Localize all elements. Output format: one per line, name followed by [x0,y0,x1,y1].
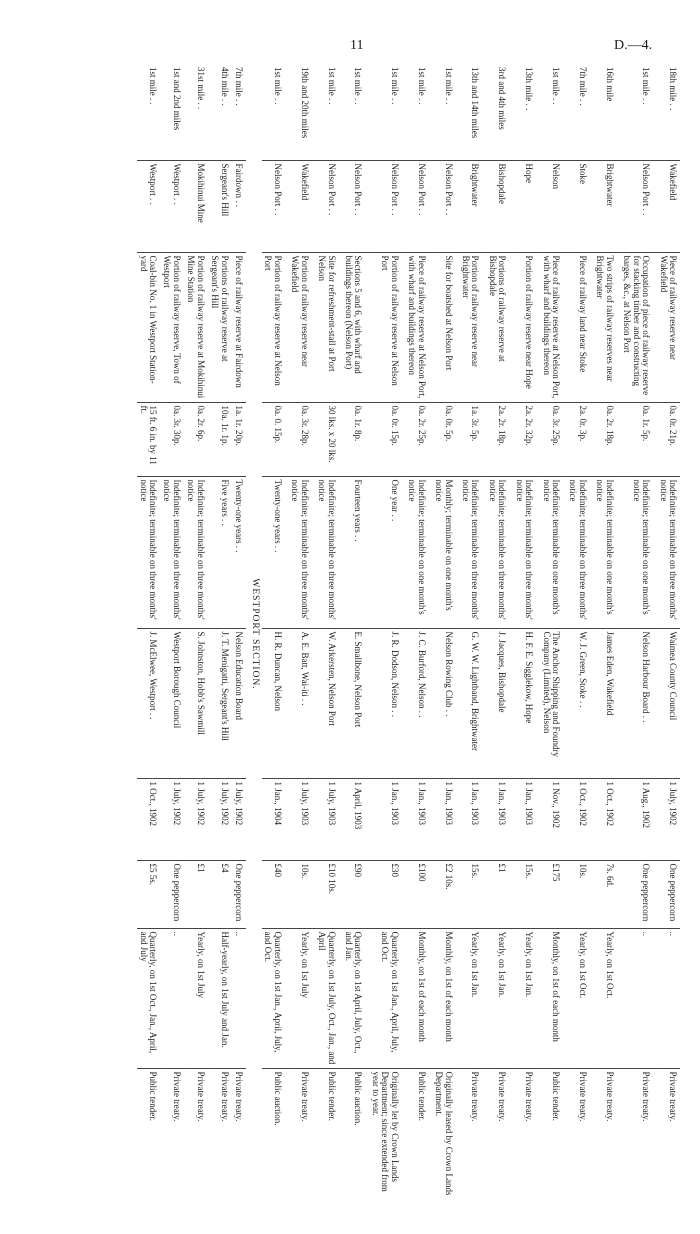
cell-description: Sections 5 and 6, with wharf and buildings thereon (Nelson Port) [343,252,370,402]
cell-mileage: 3rd and 4th miles [497,67,508,130]
table-row [657,64,680,1204]
cell-lessee: J. R. Dodson, Nelson . . [370,628,406,778]
cell-how-let: Private treaty. [233,1068,246,1204]
cell-term: Indefinite; terminable on three months' notice [513,476,540,628]
cell-rent: £1 [486,860,513,928]
cell-mileage: 16th mile [604,67,615,102]
cell-station: Brightwater [594,160,621,252]
cell-rent: 15s. [513,860,540,928]
table-row [137,64,161,1204]
cell-description: Piece of railway land near Stoke [567,252,594,402]
cell-rent: £90 [343,860,370,928]
table-row [209,64,233,1204]
cell-mileage: 1st mile . . [641,67,652,105]
nelson-section-rows [262,64,680,1204]
cell-station: Nelson Port . . [262,160,289,252]
cell-payable: Half-yearly, on 1st July and Jan. [209,928,233,1068]
table-row [621,64,657,1204]
cell-rent: 15s. [460,860,487,928]
cell-date: 1 Oct., 1902 [567,778,594,860]
cell-description: Portion of railway reserve at Nelson Port [370,252,406,402]
cell-payable: Quarterly, on 1st April, July, Oct., and Jan. [343,928,370,1068]
cell-term: Indefinite; terminable on one month's notice [406,476,433,628]
cell-how-let: Private treaty. [161,1068,185,1204]
cell-lessee: The Anchor Shipping and Foundry Company (Limited), Nelson [540,628,567,778]
table-row [433,64,460,1204]
cell-how-let: Private treaty. [460,1068,487,1204]
cell-area: 0a. 2r. 18p. [594,402,621,476]
cell-how-let: Originally let by Crown Lands Department; since extended from year to year. [370,1068,406,1204]
cell-term: Five years . . [209,476,233,628]
cell-mileage: 1st mile . . [416,67,427,105]
table-row [233,64,246,1204]
cell-rent: One peppercorn [657,860,680,928]
cell-area: 10a. 1r. 1p. [209,402,233,476]
cell-lessee: H. F. E. Sigglekow, Hope [513,628,540,778]
table-row [486,64,513,1204]
cell-date: 1 July, 1902 [233,778,246,860]
cell-area: 0a. 0r. 21p. [657,402,680,476]
cell-rent: £40 [262,860,289,928]
table-row [262,64,289,1204]
cell-mileage: 1st and 2nd miles [171,67,182,131]
table-row [540,64,567,1204]
cell-station: Nelson Port . . [433,160,460,252]
cell-how-let: Private treaty. [621,1068,657,1204]
cell-lessee: H. R. Duncan, Nelson [262,628,289,778]
cell-mileage: 19th and 20th miles [299,67,310,139]
cell-mileage: 1st mile . . [389,67,400,105]
cell-payable: Yearly, on 1st Jan. [460,928,487,1068]
cell-term: One year . . [370,476,406,628]
cell-how-let: Originally leased by Crown Lands Department. [433,1068,460,1204]
cell-description: Portion of railway reserve at Mokihinui Mine Station [185,252,209,402]
cell-lessee: W. J. Green, Stoke . . [567,628,594,778]
sheet-code: D.—4. [614,38,653,53]
cell-date: 1 Oct., 1902 [137,778,161,860]
cell-how-let: Public tender. [406,1068,433,1204]
cell-date: 1 July, 1903 [289,778,316,860]
cell-rent: 10s. [567,860,594,928]
cell-mileage: 1st mile . . [147,67,158,105]
cell-term: Indefinite; terminable on one month's notice [621,476,657,628]
cell-payable: Monthly, on 1st of each month [433,928,460,1068]
cell-mileage: 13th and 14th miles [470,67,481,139]
cell-how-let: Public auction. [343,1068,370,1204]
cell-mileage: 7th mile . . [234,67,245,106]
cell-term: Twenty-one years . . [233,476,246,628]
cell-date: 1 Jan., 1903 [486,778,513,860]
cell-rent: One peppercorn [621,860,657,928]
cell-how-let: Private treaty. [567,1068,594,1204]
table-row [460,64,487,1204]
table-row [513,64,540,1204]
cell-date: 1 July, 1902 [161,778,185,860]
cell-how-let: Private treaty. [594,1068,621,1204]
cell-payable: Yearly, on 1st Jan. [486,928,513,1068]
cell-description: Site for refreshment-stall at Port Nelson [316,252,343,402]
cell-how-let: Public tender. [137,1068,161,1204]
cell-mileage: 1st mile . . [353,67,364,105]
cell-mileage: 1st mile . . [551,67,562,105]
cell-lessee: E. Smallbone, Nelson Port [343,628,370,778]
table-row [289,64,316,1204]
cell-station: Westport . . [161,160,185,252]
cell-mileage: 4th mile . . [219,67,230,106]
cell-how-let: Public tender. [316,1068,343,1204]
cell-date: 1 Jan., 1904 [262,778,289,860]
cell-mileage: 1st mile . . [443,67,454,105]
cell-rent: £30 [370,860,406,928]
cell-area: 0a. 3r. 30p. [161,402,185,476]
table-row [161,64,185,1204]
cell-payable: Yearly, on 1st Oct. [594,928,621,1068]
cell-rent: £4 [209,860,233,928]
cell-area: 0a. 1r. 5p. [621,402,657,476]
cell-payable: Monthly, on 1st of each month [406,928,433,1068]
cell-lessee: Nelson Rowing Club . . [433,628,460,778]
cell-term: Indefinite; terminable on three months' notice [185,476,209,628]
cell-description: Portion of railway reserve at Nelson Port [262,252,289,402]
cell-term: Fourteen years . . [343,476,370,628]
cell-date: 1 Jan., 1903 [433,778,460,860]
cell-date: 1 Jan., 1903 [460,778,487,860]
cell-rent: One peppercorn [161,860,185,928]
table-row [406,64,433,1204]
cell-rent: £1 [185,860,209,928]
cell-how-let: Public auction. [262,1068,289,1204]
cell-mileage: 1st mile . . [272,67,283,105]
cell-term: Indefinite; terminable on three months' notice [486,476,513,628]
cell-station: Hope [513,160,540,252]
cell-term: Indefinite; terminable on three months' notice [657,476,680,628]
cell-mileage: 7th mile . . [577,67,588,106]
cell-lessee: J. C. Burford, Nelson . . [406,628,433,778]
cell-area: 0a. 2r. 25p. [406,402,433,476]
cell-date: 1 Jan., 1903 [513,778,540,860]
cell-description: Piece of railway reserve near Wakefield [657,252,680,402]
cell-lessee: A. E. Batt, Wai-iti . . [289,628,316,778]
cell-station: Mokihinui Mine [185,160,209,252]
cell-payable: Quarterly, on 1st July, Oct., Jan., and April [316,928,343,1068]
cell-date: 1 July, 1903 [316,778,343,860]
cell-description: Portion of railway reserve, Town of Westport [161,252,185,402]
cell-description: Piece of railway reserve at Nelson Port, with wharf and buildings thereon [540,252,567,402]
cell-area: 1a. 1r. 20p. [233,402,246,476]
cell-rent: 10s. [289,860,316,928]
westport-section-heading [246,64,262,1204]
cell-station: Sergeant's Hill [209,160,233,252]
cell-station: Wakefield [657,160,680,252]
cell-mileage: 18th mile . . [668,67,678,111]
cell-payable: Yearly, on 1st Jan. [513,928,540,1068]
cell-station: Nelson Port . . [343,160,370,252]
cell-term: Indefinite; terminable on one month's notice [540,476,567,628]
cell-date: 1 Aug., 1902 [621,778,657,860]
cell-lessee: W. Arkersten, Nelson Port [316,628,343,778]
cell-area: 2a. 0r. 3p. [567,402,594,476]
cell-how-let: Public tender. [540,1068,567,1204]
cell-description: Portions of railway reserve at Bishopdale [486,252,513,402]
cell-area: 30 lks. x 20 lks. [316,402,343,476]
cell-lessee: Waimea County Council [657,628,680,778]
cell-description: Piece of railway reserve at Fairdown [233,252,246,402]
cell-area: 15 ft. 6 in. by 11 ft. [137,402,161,476]
cell-date: 1 Oct., 1902 [594,778,621,860]
westport-section-rows [137,64,246,1204]
table-row [370,64,406,1204]
cell-term: Monthly; terminable on one month's notice [433,476,460,628]
cell-how-let: Private treaty. [486,1068,513,1204]
cell-payable: Quarterly, on 1st Jan., April, July, and Oct. [262,928,289,1068]
cell-lessee: James Eden, Wakefield [594,628,621,778]
table-row [185,64,209,1204]
cell-area: 0a. 2r. 6p. [185,402,209,476]
cell-how-let: Private treaty. [513,1068,540,1204]
lease-table [137,64,680,1204]
table-row [594,64,621,1204]
cell-lessee: S. Johnston, Hobb's Sawmill [185,628,209,778]
cell-lessee: Nelson Education Board [233,628,246,778]
cell-payable: Yearly, on 1st July [289,928,316,1068]
cell-description: Portion of railway reserve near Brightwater [460,252,487,402]
cell-station: Bishopdale [486,160,513,252]
cell-date: 1 Nov., 1902 [540,778,567,860]
cell-area: 1a. 3r. 5p. [460,402,487,476]
cell-payable: Quarterly, on 1st Jan., April, July, and Oct. [370,928,406,1068]
cell-area: 0a. 0. 15p. [262,402,289,476]
cell-payable: Monthly, on 1st of each month [540,928,567,1068]
cell-mileage: 1st mile . . [326,67,337,105]
cell-term: Indefinite; terminable on three months' notice [316,476,343,628]
cell-area: 0a. 1r. 8p. [343,402,370,476]
cell-how-let: Private treaty. [289,1068,316,1204]
cell-area: 0a. 3r. 28p. [289,402,316,476]
cell-area: 0a. 3r. 25p. [540,402,567,476]
cell-description: Site for boatshed at Nelson Port [433,252,460,402]
cell-date: 1 July, 1902 [185,778,209,860]
cell-area: 0a. 0r. 15p. [370,402,406,476]
cell-term: Indefinite; terminable on three months' notice [567,476,594,628]
cell-term: Indefinite; terminable on three months' notice [460,476,487,628]
cell-term: Indefinite; terminable on three months' notice [137,476,161,628]
cell-lessee: Nelson Harbour Board . . [621,628,657,778]
cell-rent: £10 10s. [316,860,343,928]
cell-lessee: J. Jacques, Bishopdale [486,628,513,778]
cell-description: Portion of railway reserve near Wakefield [289,252,316,402]
cell-term: Indefinite; terminable on one month's notice [594,476,621,628]
cell-rent: One peppercorn [233,860,246,928]
cell-station: Nelson Port . . [406,160,433,252]
cell-payable: Quarterly, on 1st Oct., Jan., April, and July [137,928,161,1068]
cell-how-let: Private treaty. [657,1068,680,1204]
cell-area: 2a. 2r. 18p. [486,402,513,476]
cell-how-let: Private treaty. [185,1068,209,1204]
cell-date: 1 July, 1902 [209,778,233,860]
cell-payable: .. [621,928,657,1068]
cell-station: Wakefield [289,160,316,252]
cell-description: Coal-bin No. 1 in Westport Station-yard [137,252,161,402]
cell-area: 0a. 0r. 5p. [433,402,460,476]
cell-payable: .. [161,928,185,1068]
cell-rent: £5 5s. [137,860,161,928]
cell-date: 1 July, 1902 [657,778,680,860]
cell-station: Nelson Port . . [370,160,406,252]
rotated-lease-table [30,64,680,1204]
table-row [316,64,343,1204]
cell-station: Nelson Port . . [316,160,343,252]
cell-description: Piece of railway reserve at Nelson Port, with wharf and buildings thereon [406,252,433,402]
cell-term: Indefinite; terminable on three months' notice [161,476,185,628]
cell-lessee: Westport Borough Council [161,628,185,778]
table-row [343,64,370,1204]
table-row [567,64,594,1204]
cell-date: 1 Jan., 1903 [406,778,433,860]
cell-date: 1 Jan., 1903 [370,778,406,860]
cell-how-let: Private treaty. [209,1068,233,1204]
page-number: 11 [350,38,364,53]
cell-date: 1 April, 1903 [343,778,370,860]
cell-lessee: J. McElwee, Westport . . [137,628,161,778]
cell-term: Indefinite; terminable on three months' notice [289,476,316,628]
cell-payable: .. [657,928,680,1068]
cell-description: Portion of railway reserve near Hope [513,252,540,402]
cell-station: Fairdown . . [233,160,246,252]
cell-rent: £175 [540,860,567,928]
cell-mileage: 31st mile . . [195,67,206,110]
cell-station: Brightwater [460,160,487,252]
cell-station: Stoke [567,160,594,252]
cell-description: Portions of railway reserve at Sergeant's Hill [209,252,233,402]
cell-payable: Yearly, on 1st July [185,928,209,1068]
cell-mileage: 13th mile . . [524,67,535,111]
cell-area: 2a. 2r. 32p. [513,402,540,476]
cell-description: Two strips of railway reserves near Brightwater [594,252,621,402]
cell-description: Occupation of piece of railway reserve for stacking timber and constructing barges, &c., at Nelson Port [621,252,657,402]
cell-station: Nelson [540,160,567,252]
cell-rent: £2 10s. [433,860,460,928]
cell-rent: 7s. 6d. [594,860,621,928]
cell-lessee: G. W. W. Lightband, Brightwater [460,628,487,778]
cell-station: Westport . . [137,160,161,252]
cell-station: Nelson Port . . [621,160,657,252]
cell-payable: .. [233,928,246,1068]
cell-payable: Yearly, on 1st Oct. [567,928,594,1068]
cell-lessee: J. T. Menigatti, Sergeant's Hill [209,628,233,778]
cell-rent: £100 [406,860,433,928]
westport-section-label: WESTPORT SECTION. [250,578,260,690]
cell-term: Twenty-one years . . [262,476,289,628]
